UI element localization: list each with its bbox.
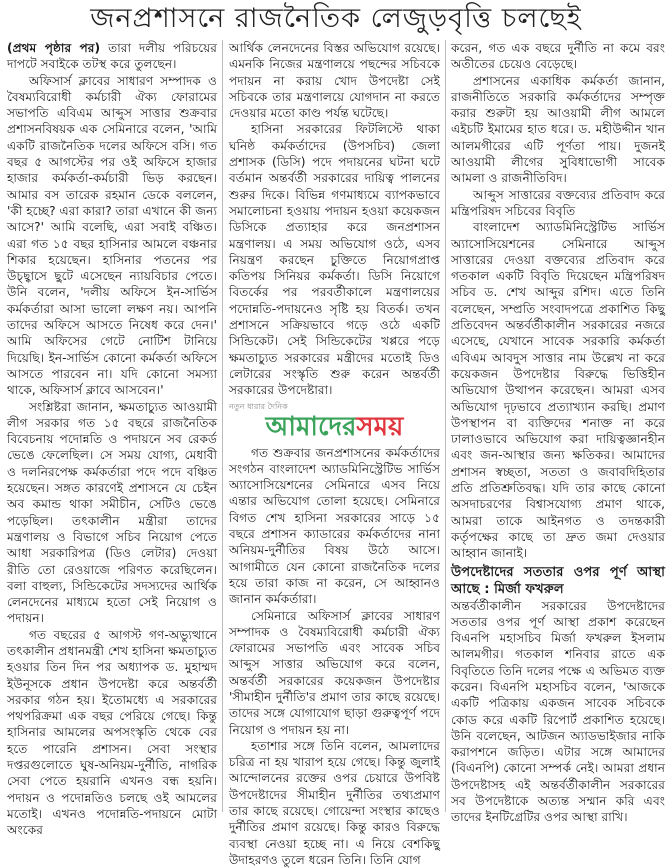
newspaper-watermark-logo	[229, 402, 440, 442]
paragraph: সেমিনারে অফিসার্স ক্লাবের সাধারণ সম্পাদক ও বৈষম্যবিরোধী কর্মচারী ঐক্য ফোরামের সভাপতি এবং সাবেক সচিব আব্দুস সাত্তার অভিযোগ করে বলেন, অন্তর্বর্তী সরকারের কয়েকজন উপদেষ্টার 'সীমাহীন দুর্নীতি'র প্রমাণ তার কাছে রয়েছে। তাদের সঙ্গে যোগাযোগ ছাড়া গুরুত্বপূর্ণ পদে নিয়োগ ও পদায়ন হয় না।	[229, 608, 440, 737]
paragraph: করেন, গত এক বছরে দুর্নীতি না কমে বরং অতীতের চেয়েও বেড়েছে।	[451, 41, 665, 72]
subheading: উপদেষ্টাদের সততার ওপর পূর্ণ আস্থা আছে : মির্জা ফখরুল	[451, 564, 665, 597]
continuation-label: (প্রথম পৃষ্ঠার পর)	[7, 41, 101, 55]
headline: জনপ্রশাসনে রাজনৈতিক লেজুড়বৃত্তি চলছেই	[90, 3, 582, 34]
paragraph: আব্দুস সাত্তারের বক্তব্যের প্রতিবাদ করে মন্ত্রিপরিষদ সচিবের বিবৃতি	[451, 187, 665, 218]
paragraph: সংশ্লিষ্টরা জানান, ক্ষমতাচ্যুত আওয়ামী লীগ সরকার গত ১৫ বছরে রাজনৈতিক বিবেচনায় পদোন্নতি ও পদায়নে সব রেকর্ড ভেঙে ফেলেছিল। সে সময় যোগ্য, মেধাবী ও দলনিরপেক্ষ কর্মকর্তারা পদে পদে বঞ্চিত হয়েছেন। সঙ্গত কারণেই প্রশাসনে যে চেইন অব কমান্ড থাকা সমীচীন, সেটিও ভেঙে পড়েছিল। তৎকালীন মন্ত্রীরা তাদের মন্ত্রণালয় ও বিভাগে সচিব নিয়োগ পেতে আধা সরকারিপত্র (ডিও লেটার) দেওয়া রীতি তো রেওয়াজে পরিণত করেছিলেন। বলা বাহুল্য, সিন্ডিকেটের সদস্যদের আর্থিক লেনদেনের মাধ্যমে হতো সেই নিয়োগ ও পদায়ন।	[7, 399, 217, 626]
paragraph: তারা দলীয় পরিচয়ের দাপটে সবাইকে তটস্থ করে তুলছেন।	[7, 41, 218, 72]
article-column-3	[451, 40, 665, 826]
paragraph: হাসিনা সরকারের ফিটলিস্টে থাকা ঘনিষ্ঠ কর্মকর্তাদের (উপসচিব) জেলা প্রশাসক (ডিসি) পদে পদায়নের ঘটনা ঘটে বর্তমান অন্তর্বর্তী সরকারের দায়িত্ব পালনের শুরুর দিকে। বিভিন্ন গণমাধ্যমে ব্যাপকভাবে সমালোচনা হওয়ায় পদায়ন হওয়া কয়েকজন ডিসিকে প্রত্যাহার করে জনপ্রশাসন মন্ত্রণালয়। এ সময় অভিযোগ ওঠে, এসব নিয়ন্ত্রণ করছেন চুক্তিতে নিয়োগপ্রাপ্ত কতিপয় সিনিয়র কর্মকর্তা। ডিসি নিয়োগে বিতর্কের পর পরবর্তীকালে মন্ত্রণালয়ের পদোন্নতি-পদায়নেও সৃষ্টি হয় বিতর্ক। তখন প্রশাসনে সক্রিয়ভাবে গড়ে ওঠে একটি সিন্ডিকেট। সেই সিন্ডিকেটের খপ্পরে পড়ে ক্ষমতাচ্যুত সরকারের মন্ত্রীদের মতোই ডিও লেটারের সংস্কৃতি শুরু করেন অন্তর্বর্তী সরকারের উপদেষ্টারা।	[229, 122, 440, 398]
column-divider	[222, 40, 223, 812]
paragraph: গত বছরের ৫ আগস্ট গণ-অভ্যুত্থানে তৎকালীন প্রধানমন্ত্রী শেখ হাসিনা ক্ষমতাচ্যুত হওয়ার তিন দিন পর অধ্যাপক ড. মুহাম্মদ ইউনূসকে প্রধান উপদেষ্টা করে অন্তর্বর্তী সরকার গঠন হয়। ইতোমধ্যে এ সরকারের পথপরিক্রমা এক বছর পেরিয়ে গেছে। কিন্তু হাসিনার আমলের অপসংস্কৃতি থেকে বের হতে পারেনি প্রশাসন। সেবা সংস্থার দপ্তরগুলোতে ঘুষ-অনিয়ম-দুর্নীতি, নাগরিক সেবা পেতে হয়রানি এখনও বন্ধ হয়নি। পদায়ন ও পদোন্নতিও চলছে ওই আমলের মতোই। এখনও পদোন্নতি-পদায়নে মোটা অংকের	[7, 627, 217, 838]
paragraph: প্রশাসনের একাধিক কর্মকর্তা জানান, রাজনীতিতে সরকারি কর্মকর্তাদের সম্পৃক্ত করার শুরুটা হয় আওয়ামী লীগ আমলে এইচটি ইমামের হাত ধরে। ড. মহীউদ্দীন খান আলমগীরের এটি পূর্ণতা পায়। দুজনই আওয়ামী লীগের সুবিধাভোগী সাবেক আমলা ও রাজনীতিবিদ।	[451, 73, 665, 186]
paragraph: অন্তর্বর্তীকালীন সরকারের উপদেষ্টাদের সততার ওপর পূর্ণ আস্থা প্রকাশ করেছেন বিএনপি মহাসচিব মির্জা ফখরুল ইসলাম আলমগীর। গতকাল শনিবার রাতে এক বিবৃতিতে তিনি দলের পক্ষে এ অভিমত ব্যক্ত করেন। বিএনপি মহাসচিব বলেন, 'আজকে একটি পত্রিকায় একজন সাবেক সচিবকে কোড করে একটি রিপোর্ট প্রকাশিত হয়েছে। উনি বলেছেন, আটজন অ্যাডভাইজার নাকি করাপশনে জড়িত। এটার সঙ্গে আমাদের (বিএনপি) কোনো সম্পর্ক নেই। আমরা প্রধান উপদেষ্টাসহ এই অন্তর্বর্তীকালীন সরকারের সব উপদেষ্টাকে অত্যন্ত সম্মান করি এবং তাদের ইনটিগ্রেটির ওপর আস্থা রাখি।	[451, 598, 665, 825]
paragraph: আর্থিক লেনদেনের বিস্তর অভিযোগ রয়েছে। এমনকি নিজের মন্ত্রণালয়ে পছন্দের সচিবকে পদায়ন না করায় খোদ উপদেষ্টা সেই সচিবকে তার মন্ত্রণালয়ে যোগদান না করতে দেওয়ার মতো কাণ্ড পর্যন্ত ঘটেছে।	[229, 41, 440, 121]
watermark-tagline: নতুন ধারার দৈনিক	[229, 401, 288, 411]
article-column-1	[7, 40, 217, 839]
paragraph: বাংলাদেশ অ্যাডমিনিস্ট্রেটিভ সার্ভিস অ্যাসোসিয়েশনের সেমিনারে আব্দুস সাত্তারের দেওয়া বক্তব্যের প্রতিবাদ করে গতকাল একটি বিবৃতি দিয়েছেন মন্ত্রিপরিষদ সচিব ড. শেখ আব্দুর রশিদ। এতে তিনি বলেছেন, সম্প্রতি সংবাদপত্রে প্রকাশিত কিছু প্রতিবেদন অন্তর্বর্তীকালীন সরকারের নজরে এসেছে, যেখানে সাবেক সরকারি কর্মকর্তা এবিএম আবদুস সাত্তার নাম উল্লেখ না করে কয়েকজন উপদেষ্টার বিরুদ্ধে ভিত্তিহীন অভিযোগ উত্থাপন করেছেন। আমরা এসব অভিযোগ দৃঢ়ভাবে প্রত্যাখ্যান করছি। প্রমাণ উপস্থাপন বা ব্যক্তিদের শনাক্ত না করে ঢালাওভাবে অভিযোগ করা দায়িত্বজ্ঞানহীন এবং জন-আস্থার জন্য ক্ষতিকর। আমাদের প্রশাসন স্বচ্ছতা, সততা ও জবাবদিহিতার প্রতি প্রতিশ্রুতিবদ্ধ। যদি তার কাছে কোনো অসদাচরণের বিশ্বাসযোগ্য প্রমাণ থাকে, আমরা তাকে আইনগত ও তদন্তকারী কর্তৃপক্ষের কাছে তা দ্রুত জমা দেওয়ার আহ্বান জানাই।	[451, 220, 665, 561]
paragraph: গত শুক্রবার জনপ্রশাসনের কর্মকর্তাদের সংগঠন বাংলাদেশ অ্যাডমিনিস্ট্রেটিভ সার্ভিস অ্যাসোসিয়েশনের সেমিনারে এসব নিয়ে এন্তার অভিযোগ তোলা হয়েছে। সেমিনারে বিগত শেখ হাসিনা সরকারের সাড়ে ১৫ বছরে প্রশাসন ক্যাডারের কর্মকর্তাদের নানা অনিয়ম-দুর্নীতির বিষয় উঠে আসে। আগামীতে যেন কোনো রাজনৈতিক দলের হয়ে তারা কাজ না করেন, সে আহ্বানও জানান কর্মকর্তারা।	[229, 445, 440, 607]
paragraph: অফিসার্স ক্লাবের সাধারণ সম্পাদক ও বৈষম্যবিরোধী কর্মচারী ঐক্য ফোরামের সভাপতি এবিএম আব্দুস সাত্তার শুক্রবার প্রশাসনবিষয়ক এক সেমিনারে বলেন, 'আমি একটি রাজনৈতিক দলের অফিসে বসি। গত বছর ৫ আগস্টের পর ওই অফিসে হাজার হাজার কর্মকর্তা-কর্মচারী ভিড় করছেন। আমার বস তারেক রহমান ডেকে বললেন, 'কী হচ্ছে? এরা কারা? তারা এখানে কী জন্য আসে?' আমি বলেছি, এরা সবাই বঞ্চিত। এরা গত ১৫ বছর হাসিনার আমলে বঞ্চনার শিকার হয়েছেন। হাসিনার পতনের পর উচ্ছ্বাসে ছুটে এসেছেন ন্যায়বিচার পেতে। উনি বলেন, 'দলীয় অফিসে ইন-সার্ভিস কর্মকর্তারা আসা ভালো লক্ষণ নয়। আপনি তাদের অফিসে আসতে নিষেধ করে দেন।' আমি অফিসের গেটে নোটিশ টানিয়ে দিয়েছি। ইন-সার্ভিস কোনো কর্মকর্তা অফিসে আসতে পারবেন না। যদি কোনো সমস্যা থাকে, অফিসার্স ক্লাবে আসবেন।'	[7, 73, 217, 398]
watermark-part2: সময়	[356, 411, 404, 442]
paragraph: হতাশার সঙ্গে তিনি বলেন, আমলাদের চরিত্র না হয় খারাপ হয়ে গেছে। কিন্তু জুলাই আন্দোলনের রক্তের ওপর চেয়ারে উপবিষ্ট উপদেষ্টাদের সীমাহীন দুর্নীতির তথ্যপ্রমাণ তার কাছে রয়েছে। গোয়েন্দা সংস্থার কাছেও দুর্নীতির প্রমাণ রয়েছে। কিন্তু কারও বিরুদ্ধে ব্যবস্থা নেওয়া হচ্ছে না। এ নিয়ে বেশকিছু উদাহরণও তুলে ধরেন তিনি। তিনি যোগ	[229, 738, 440, 867]
watermark-part1: আমাদের	[265, 411, 357, 442]
article-column-2	[229, 40, 440, 868]
column-divider	[445, 40, 446, 812]
